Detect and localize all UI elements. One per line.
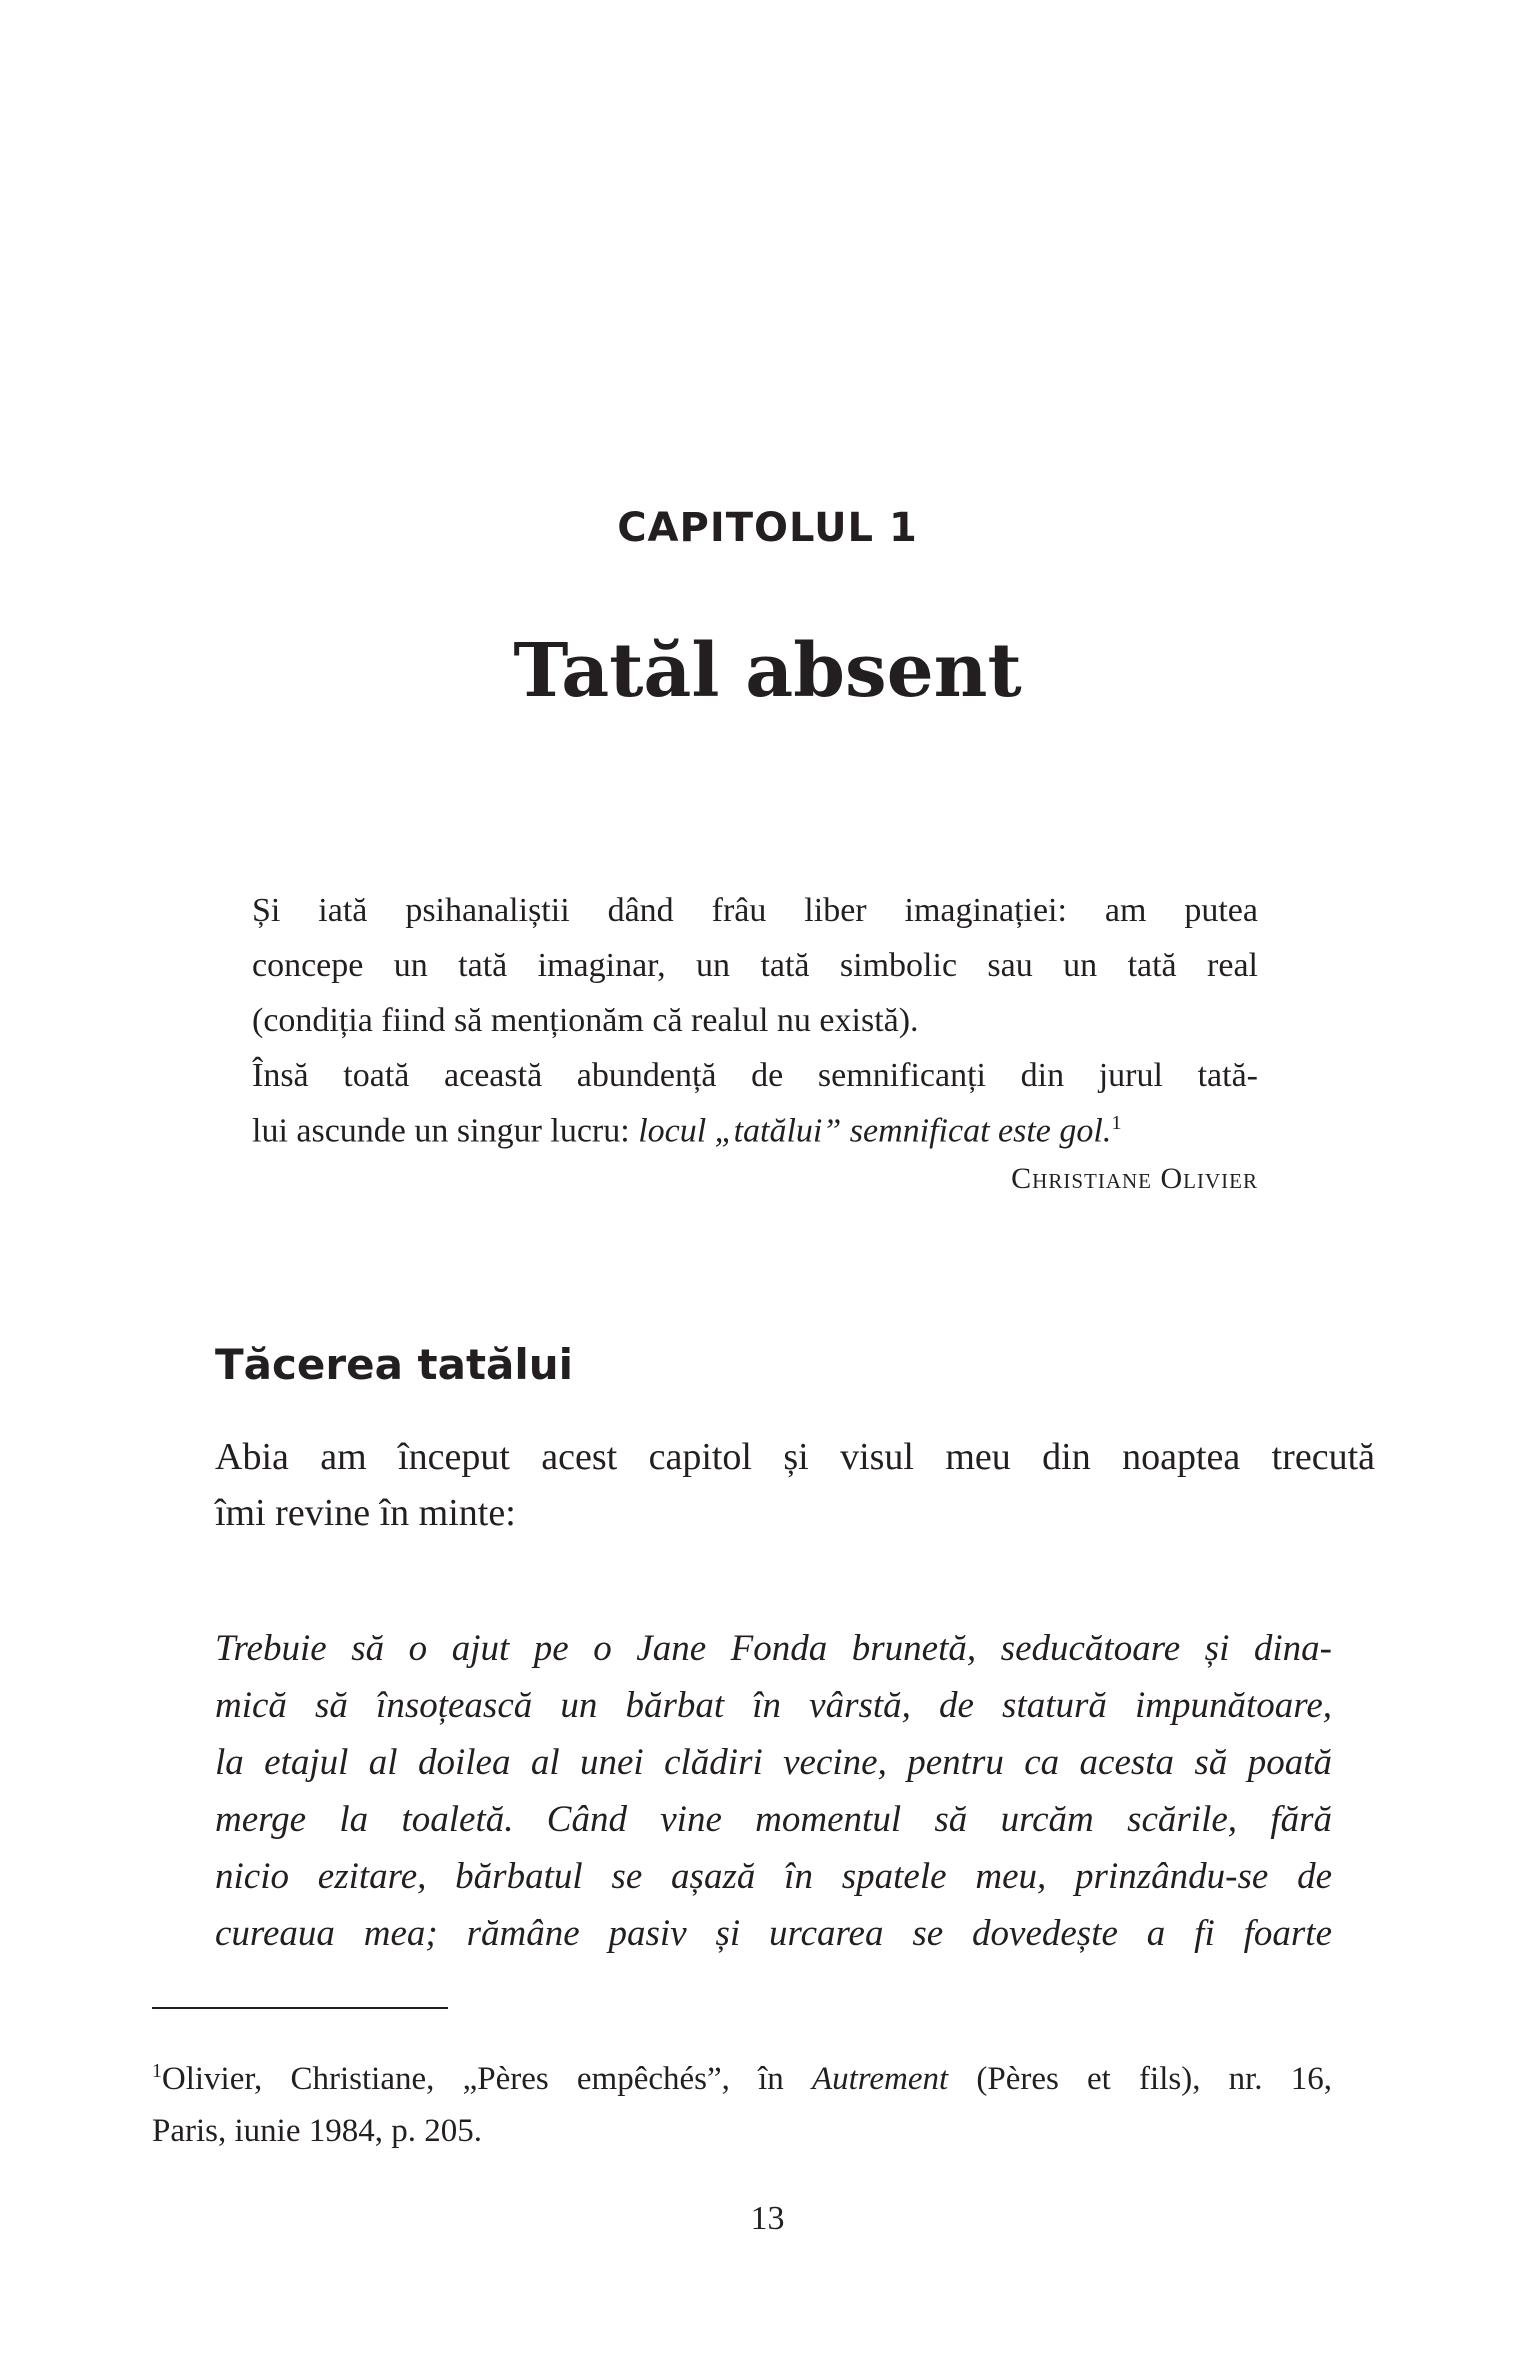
chapter-title: Tatăl absent <box>513 628 1022 714</box>
dream-line: Trebuie să o ajut pe o Jane Fonda brunetă, seducătoare și dina- <box>215 1628 1332 1669</box>
body-line: Abia am început acest capitol și visul meu din noaptea trecută <box>215 1436 1375 1478</box>
footnote-reference[interactable]: 1 <box>1111 1112 1122 1134</box>
footnote-text: Olivier, Christiane, „Pères empêchés”, în <box>161 2061 812 2097</box>
section-heading: Tăcerea tatălui <box>215 1340 574 1389</box>
dream-line: merge la toaletă. Când vine momentul să urcăm scările, fără <box>215 1799 1332 1840</box>
epigraph-line: Însă toată această abundență de semnificanți din jurul tată- <box>252 1057 1258 1094</box>
dream-line: cureaua mea; rămâne pasiv și urcarea se dovedește a fi foarte <box>215 1913 1332 1954</box>
body-line: îmi revine în minte: <box>215 1492 516 1534</box>
chapter-label: CAPITOLUL 1 <box>617 505 918 551</box>
epigraph-line: concepe un tată imaginar, un tată simbolic sau un tată real <box>252 947 1258 984</box>
epigraph-line: Și iată psihanaliștii dând frâu liber imaginației: am putea <box>252 892 1258 929</box>
epigraph-line: (condiția fiind să menționăm că realul nu există). <box>252 1002 919 1039</box>
footnote-line: Paris, iunie 1984, p. 205. <box>152 2113 482 2149</box>
footnote-title: Autrement <box>811 2061 949 2097</box>
epigraph-emphasis: locul „tatălui” semnificat este gol. <box>638 1112 1112 1150</box>
footnote-text: (Pères et fils), nr. 16, <box>948 2061 1333 2097</box>
footnote-number: 1 <box>152 2060 162 2082</box>
footnote <box>152 2060 1332 2098</box>
epigraph-text: lui ascunde un singur lucru: <box>252 1112 639 1150</box>
epigraph-attribution: Christiane Olivier <box>1011 1162 1258 1195</box>
dream-line: mică să însoțească un bărbat în vârstă, de statură impunătoare, <box>215 1685 1332 1726</box>
dream-line: la etajul al doilea al unei clădiri vecine, pentru ca acesta să poată <box>215 1742 1332 1783</box>
footnote-divider <box>152 2007 448 2009</box>
page-number: 13 <box>750 2200 785 2237</box>
epigraph-line <box>252 1112 1258 1150</box>
dream-line: nicio ezitare, bărbatul se așază în spatele meu, prinzându-se de <box>215 1856 1332 1897</box>
